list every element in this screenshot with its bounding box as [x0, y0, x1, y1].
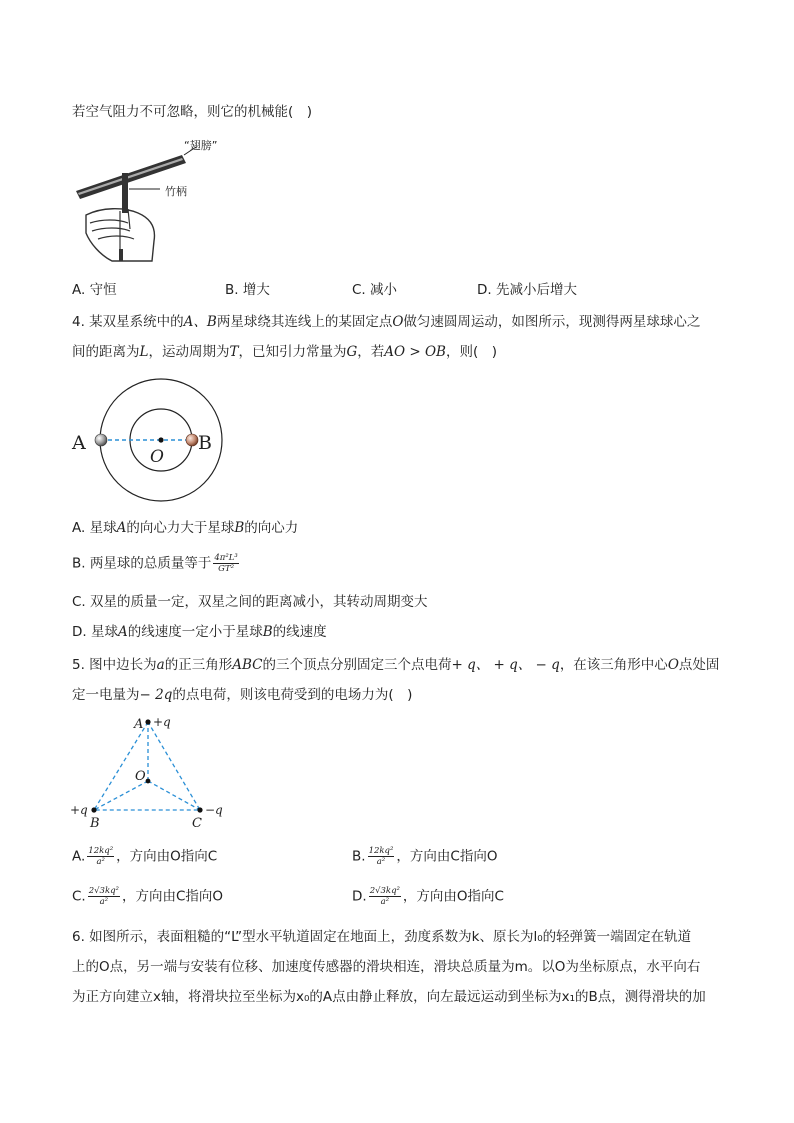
q3-option-c: C. 减小	[352, 282, 398, 298]
q5-option-c: C. $\frac{\text{2√3kq²}}{\text{a²}}$ ，方向由C指向O	[72, 886, 224, 907]
q4-option-d: D. 星球A的线速度一定小于星球B的线速度	[72, 624, 327, 640]
q3-option-d: D. 先减小后增大	[477, 282, 577, 298]
q4-fig-label-o: O	[150, 447, 164, 467]
q3-label-handle: 竹柄	[165, 185, 187, 198]
q5-stem-line1: 5. 图中边长为a的正三角形ABC的三个顶点分别固定三个点电荷+ q、 + q、 − q，在该三角形中心O点处固	[72, 657, 720, 673]
q5-option-a: A. $\frac{\text{12kq²}}{\text{a²}}$ ，方向由O指向C	[72, 846, 218, 867]
q4-option-b: B. 两星球的总质量等于 $\frac{\text{4π²L³}}{\text{GT²}}$	[72, 553, 238, 574]
q3-option-a: A. 守恒	[72, 282, 117, 298]
q5-fig-label-c: C	[192, 816, 202, 831]
q6-stem-line1: 6. 如图所示，表面粗糙的“L”型水平轨道固定在地面上，劲度系数为k、原长为l₀的轻弹簧一端固定在轨道	[72, 929, 692, 945]
q4-star-b	[186, 434, 198, 446]
q4-figure	[70, 372, 270, 512]
q5-fig-label-b: B	[90, 816, 100, 831]
q3-label-wing: “翅膀”	[184, 139, 218, 152]
q4-fig-label-a: A	[72, 432, 86, 454]
q4-fig-label-b: B	[198, 432, 212, 454]
q4-stem-line1: 4. 某双星系统中的A、B两星球绕其连线上的某固定点O做匀速圆周运动，如图所示，现测得两星球球心之	[72, 314, 701, 330]
q5-fig-charge-top: +q	[153, 715, 171, 729]
q4-option-c: C. 双星的质量一定，双星之间的距离减小，其转动周期变大	[72, 594, 428, 610]
q5-fig-label-a: A	[134, 717, 144, 732]
q5-option-d: D. $\frac{\text{2√3kq²}}{\text{a²}}$ ，方向由O指向C	[352, 886, 504, 907]
q5-figure	[68, 712, 228, 834]
q5-triangle	[94, 722, 200, 810]
q4-star-a	[95, 434, 107, 446]
q6-stem-line2: 上的O点，另一端与安装有位移、加速度传感器的滑块相连，滑块总质量为m。以O为坐标原点，水平向右	[72, 959, 701, 975]
q6-stem-line3: 为正方向建立x轴，将滑块拉至坐标为x₀的A点由静止释放，向左最远运动到坐标为x₁的B点，测得滑块的加	[72, 989, 706, 1005]
q4-option-a: A. 星球A的向心力大于星球B的向心力	[72, 520, 299, 536]
q4-stem-line2: 间的距离为L，运动周期为T，已知引力常量为G，若AO > OB，则( )	[72, 344, 498, 360]
q3-stem: 若空气阻力不可忽略，则它的机械能( )	[72, 104, 313, 120]
q5-fig-charge-right: −q	[205, 803, 223, 817]
q3-option-b: B. 增大	[225, 282, 270, 298]
q5-stem-line2: 定一电量为− 2q的点电荷，则该电荷受到的电场力为( )	[72, 687, 413, 703]
q5-fig-charge-left: +q	[70, 803, 88, 817]
q5-option-b: B. $\frac{\text{12kq²}}{\text{a²}}$ ，方向由C指向O	[352, 846, 498, 867]
q5-fig-label-o: O	[135, 769, 146, 784]
